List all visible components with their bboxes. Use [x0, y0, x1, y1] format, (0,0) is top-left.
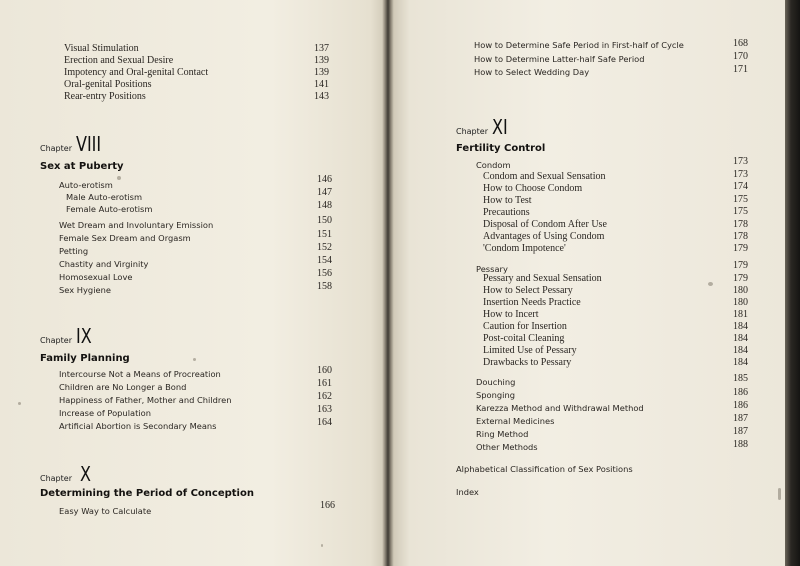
toc-entry-page: 187: [733, 426, 748, 437]
chapter-numeral: IX: [76, 324, 92, 348]
chapter-label: Chapter: [40, 144, 72, 153]
toc-entry-title: How to Select Wedding Day: [474, 67, 590, 77]
chapter-label: Chapter: [40, 336, 72, 345]
toc-entry-page: 184: [733, 333, 748, 344]
toc-entry-title: Easy Way to Calculate: [59, 506, 152, 516]
toc-entry-page: 175: [733, 206, 748, 217]
toc-entry-page: 173: [733, 169, 748, 180]
toc-entry-page: 154: [317, 255, 332, 266]
chapter-title: Determining the Period of Conception: [40, 488, 254, 499]
toc-entry-page: 137: [314, 43, 329, 54]
toc-entry-title: Happiness of Father, Mother and Children: [59, 395, 232, 405]
toc-entry-page: 161: [317, 378, 332, 389]
toc-entry-page: 179: [733, 273, 748, 284]
toc-entry-page: 141: [314, 79, 329, 90]
toc-entry-title: Post-coital Cleaning: [483, 333, 565, 344]
toc-entry-title: How to Select Pessary: [483, 285, 573, 296]
toc-entry-page: 188: [733, 439, 748, 450]
ink-speck: [18, 402, 21, 405]
toc-entry-page: 178: [733, 231, 748, 242]
toc-entry-page: 156: [317, 268, 332, 279]
toc-entry-page: 152: [317, 242, 332, 253]
toc-entry-title: Oral-genital Positions: [64, 79, 152, 90]
toc-entry-title: How to Determine Safe Period in First-half of Cycle: [474, 40, 684, 50]
toc-entry-page: 175: [733, 194, 748, 205]
toc-entry-page: 162: [317, 391, 332, 402]
toc-entry-page: 178: [733, 219, 748, 230]
toc-entry-title: Auto-erotism: [59, 180, 113, 190]
toc-entry-title: Visual Stimulation: [64, 43, 139, 54]
chapter-numeral: X: [80, 462, 91, 486]
toc-entry-title: Douching: [476, 377, 516, 387]
ink-speck: [708, 282, 713, 286]
toc-entry-title: How to Choose Condom: [483, 183, 583, 194]
chapter-numeral: XI: [492, 115, 508, 139]
book-gutter: [382, 0, 394, 566]
toc-entry-page: 181: [733, 309, 748, 320]
ink-speck: [778, 488, 781, 500]
toc-entry-title: Petting: [59, 246, 89, 256]
toc-entry-page: 174: [733, 181, 748, 192]
toc-entry-page: 139: [314, 55, 329, 66]
toc-entry-title: Advantages of Using Condom: [483, 231, 605, 242]
toc-appendix-entry: Index: [456, 487, 479, 497]
toc-entry-title: Erection and Sexual Desire: [64, 55, 174, 66]
toc-entry-title: Sex Hygiene: [59, 285, 111, 295]
toc-entry-page: 164: [317, 417, 332, 428]
toc-entry-title: Caution for Insertion: [483, 321, 567, 332]
toc-appendix-entry: Alphabetical Classification of Sex Positions: [456, 464, 633, 474]
chapter-label: Chapter: [40, 474, 72, 483]
toc-entry-page: 150: [317, 215, 332, 226]
toc-entry-page: 139: [314, 67, 329, 78]
chapter-title: Family Planning: [40, 353, 130, 364]
toc-entry-page: 180: [733, 297, 748, 308]
toc-entry-page: 185: [733, 373, 748, 384]
toc-entry-title: Female Sex Dream and Orgasm: [59, 233, 191, 243]
toc-entry-page: 143: [314, 91, 329, 102]
toc-entry-title: Insertion Needs Practice: [483, 297, 581, 308]
toc-entry-page: 179: [733, 243, 748, 254]
toc-entry-page: 166: [320, 500, 335, 511]
toc-entry-title: How to Test: [483, 195, 532, 206]
toc-entry-page: 184: [733, 321, 748, 332]
toc-entry-page: 151: [317, 229, 332, 240]
chapter-title: Sex at Puberty: [40, 161, 124, 172]
toc-entry-title: Ring Method: [476, 429, 529, 439]
toc-entry-title: Increase of Population: [59, 408, 151, 418]
toc-entry-title: Artificial Abortion is Secondary Means: [59, 421, 217, 431]
toc-entry-title: Male Auto-erotism: [66, 192, 143, 202]
toc-entry-page: 147: [317, 187, 332, 198]
toc-entry-title: Chastity and Virginity: [59, 259, 149, 269]
toc-entry-title: Impotency and Oral-genital Contact: [64, 67, 209, 78]
toc-entry-title: Rear-entry Positions: [64, 91, 146, 102]
page-edge-shadow: [785, 0, 800, 566]
toc-entry-title: Disposal of Condom After Use: [483, 219, 607, 230]
toc-entry-page: 184: [733, 345, 748, 356]
toc-section-heading: Condom: [476, 160, 511, 170]
toc-entry-page: 184: [733, 357, 748, 368]
toc-entry-title: Condom and Sexual Sensation: [483, 171, 606, 182]
toc-section-heading: Pessary: [476, 264, 508, 274]
toc-entry-title: Wet Dream and Involuntary Emission: [59, 220, 214, 230]
toc-entry-page: 170: [733, 51, 748, 62]
toc-entry-title: Homosexual Love: [59, 272, 133, 282]
toc-entry-title: Intercourse Not a Means of Procreation: [59, 369, 221, 379]
toc-entry-page: 158: [317, 281, 332, 292]
toc-entry-page: 187: [733, 413, 748, 424]
ink-speck: [321, 544, 323, 547]
toc-entry-title: Sponging: [476, 390, 515, 400]
toc-entry-title: Precautions: [483, 207, 530, 218]
toc-entry-title: How to Determine Latter-half Safe Period: [474, 54, 645, 64]
toc-entry-page: 163: [317, 404, 332, 415]
toc-entry-title: Female Auto-erotism: [66, 204, 153, 214]
chapter-title: Fertility Control: [456, 143, 546, 154]
toc-entry-page: 173: [733, 156, 748, 167]
toc-entry-page: 168: [733, 38, 748, 49]
toc-entry-page: 171: [733, 64, 748, 75]
toc-entry-page: 186: [733, 387, 748, 398]
chapter-numeral: VIII: [76, 132, 102, 156]
ink-speck: [117, 176, 121, 180]
chapter-label: Chapter: [456, 127, 488, 136]
toc-entry-title: Limited Use of Pessary: [483, 345, 577, 356]
toc-entry-page: 179: [733, 260, 748, 271]
toc-entry-page: 146: [317, 174, 332, 185]
toc-entry-title: Karezza Method and Withdrawal Method: [476, 403, 644, 413]
toc-entry-title: How to Incert: [483, 309, 539, 320]
toc-entry-title: Drawbacks to Pessary: [483, 357, 572, 368]
toc-entry-title: 'Condom Impotence': [483, 243, 566, 254]
ink-speck: [193, 358, 196, 361]
toc-entry-page: 186: [733, 400, 748, 411]
toc-entry-title: Children are No Longer a Bond: [59, 382, 187, 392]
toc-entry-title: Other Methods: [476, 442, 538, 452]
toc-entry-page: 148: [317, 200, 332, 211]
toc-entry-page: 180: [733, 285, 748, 296]
toc-entry-title: External Medicines: [476, 416, 555, 426]
toc-entry-title: Pessary and Sexual Sensation: [483, 273, 602, 284]
toc-entry-page: 160: [317, 365, 332, 376]
